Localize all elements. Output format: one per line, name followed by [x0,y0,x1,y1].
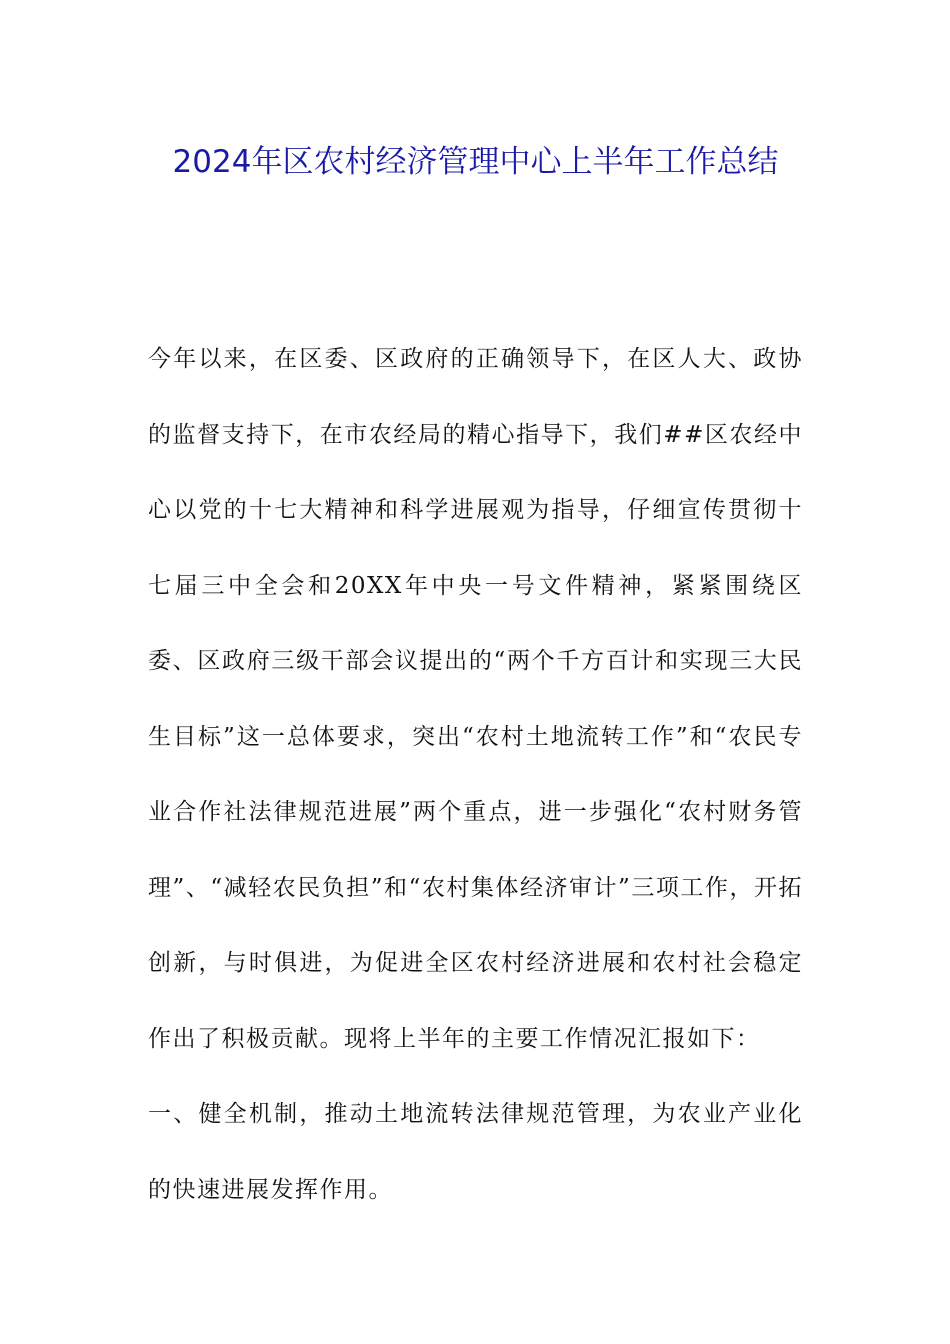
document-title: 2024年区农村经济管理中心上半年工作总结 [172,144,779,180]
paragraph-intro: 今年以来，在区委、区政府的正确领导下，在区人大、政协的监督支持下，在市农经局的精心指导下，我们##区农经中心以党的十七大精神和科学进展观为指导，仔细宣传贯彻十七届三中全会和20XX年中央一号文件精神，紧紧围绕区委、区政府三级干部会议提出的“两个千方百计和实现三大民生目标”这一总体要求，突出“农村土地流转工作”和“农民专业合作社法律规范进展”两个重点，进一步强化“农村财务管理”、“减轻农民负担”和“农村集体经济审计”三项工作，开拓创新，与时俱进，为促进全区农村经济进展和农村社会稳定作出了积极贡献。现将上半年的主要工作情况汇报如下： [148,346,803,1052]
document-body [148,322,803,1228]
paragraph-section-one: 一、健全机制，推动土地流转法律规范管理，为农业产业化的快速进展发挥作用。 [148,1101,803,1203]
